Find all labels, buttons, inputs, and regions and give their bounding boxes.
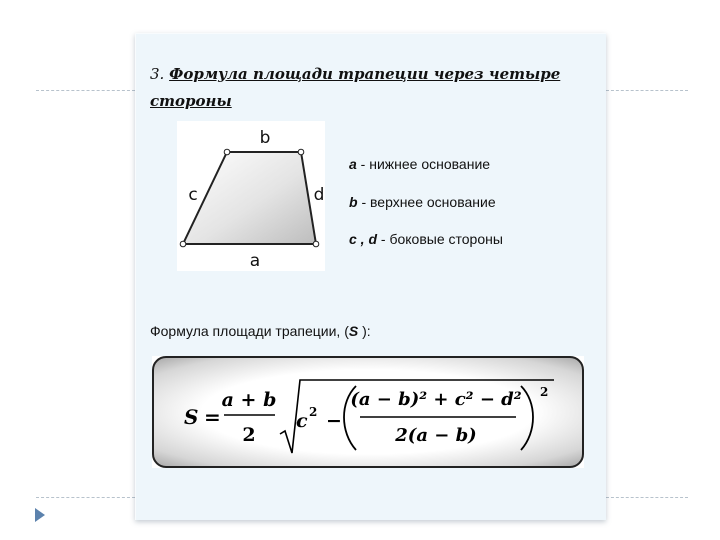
legend-symbol: a — [349, 156, 357, 172]
vertex-top-left — [224, 149, 230, 155]
area-formula — [154, 358, 582, 466]
divider-right-bottom — [606, 497, 688, 498]
formula-container — [152, 356, 584, 468]
formula-equals: = — [204, 405, 221, 429]
c-squared-base: c — [296, 410, 308, 432]
legend-item-cd — [349, 231, 503, 247]
formula-s: S — [184, 405, 199, 429]
minus-sign: − — [326, 410, 342, 432]
label-c: c — [188, 185, 198, 205]
heading-link[interactable]: Формула площади трапеции через четыре стороны — [150, 65, 561, 110]
label-d: d — [313, 185, 325, 205]
inner-numerator: (a − b)² + c² − d² — [350, 389, 522, 410]
divider-right-top — [606, 90, 688, 91]
legend-item-a — [349, 156, 490, 172]
vertex-top-right — [298, 149, 304, 155]
legend-text: - верхнее основание — [357, 194, 496, 210]
caption-suffix: ): — [358, 323, 371, 339]
outer-exponent: 2 — [540, 385, 549, 399]
heading-number: 3. — [150, 65, 165, 83]
formula-caption — [150, 323, 371, 339]
content-panel — [135, 33, 606, 520]
caption-symbol: S — [348, 323, 359, 339]
legend-item-b — [349, 194, 496, 210]
legend-symbol: c , d — [349, 231, 378, 247]
trapezoid-diagram — [177, 121, 325, 271]
caption-prefix: Формула площади трапеции, ( — [150, 323, 349, 339]
formula-box — [152, 356, 584, 468]
legend-symbol: b — [349, 194, 358, 210]
divider-left-top — [36, 90, 135, 91]
divider-left-bottom — [36, 497, 135, 498]
vertex-bottom-right — [313, 241, 319, 247]
legend-text: - боковые стороны — [377, 231, 503, 247]
fraction-denominator: 2 — [242, 424, 256, 446]
right-paren — [521, 386, 533, 450]
legend-text: - нижнее основание — [356, 156, 491, 172]
label-b: b — [259, 128, 271, 148]
inner-denominator: 2(a − b) — [395, 425, 477, 446]
play-icon[interactable] — [35, 508, 45, 522]
trapezoid-shape — [183, 152, 316, 244]
c-squared-exp: 2 — [309, 405, 318, 419]
section-heading — [150, 61, 590, 115]
label-a: a — [249, 251, 261, 271]
trapezoid-figure — [177, 121, 325, 271]
vertex-bottom-left — [180, 241, 186, 247]
fraction-numerator: a + b — [221, 389, 277, 411]
